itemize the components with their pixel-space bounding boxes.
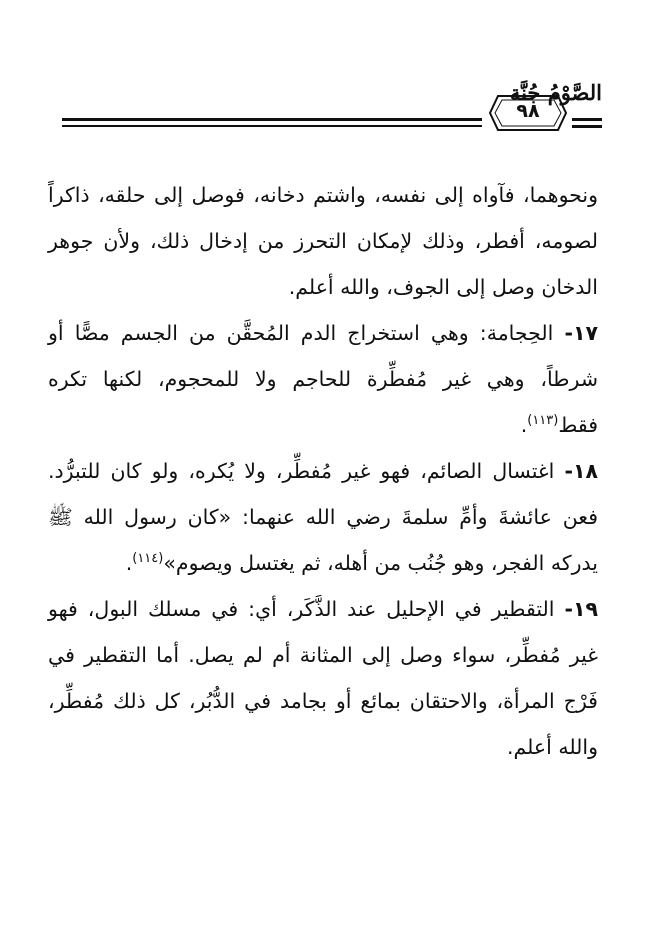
page-body <box>48 172 598 770</box>
item-tail: . <box>125 551 133 575</box>
list-item-17 <box>48 310 598 448</box>
header-rule-left-thin <box>62 125 482 127</box>
header-rule-left <box>62 118 482 121</box>
page-number: ٩٨ <box>516 100 540 122</box>
item-text: الحِجامة: وهي استخراج الدم المُحقَّن من الجسم مصًّا أو شرطاً، وهي غير مُفطِّرة للحاجم ولا للمحجوم، لكنها تكره فقط <box>48 321 598 437</box>
item-number: ١٧- <box>564 321 598 345</box>
item-text: التقطير في الإحليل عند الذَّكَر، أي: في مسلك البول، فهو غير مُفطِّر، سواء وصل إلى المثانة أم لم يصل. أما التقطير في فَرْج المرأة، والاحتقان بمائع أو بجامد في الدُّبُر، كل ذلك مُفطِّر، والله أعلم. <box>48 597 598 759</box>
footnote-ref: (١١٤) <box>132 551 164 567</box>
item-text: اغتسال الصائم، فهو غير مُفطِّر، ولا يُكره، ولو كان للتبرُّد. فعن عائشةَ وأمِّ سلمةَ رضي الله عنهما: «كان رسول الله ﷺ يدركه الفجر، وهو جُنُب من أهله، ثم يغتسل ويصوم» <box>48 459 598 575</box>
item-tail: . <box>520 413 528 437</box>
header-rule-right-2 <box>572 125 602 128</box>
intro-paragraph: ونحوهما، فآواه إلى نفسه، واشتم دخانه، فوصل إلى حلقه، ذاكراً لصومه، أفطر، وذلك لإمكان التحرز من إدخال ذلك، ولأن جوهر الدخان وصل إلى الجوف، والله أعلم. <box>48 183 598 299</box>
list-item-19 <box>48 586 598 770</box>
list-item-18 <box>48 448 598 586</box>
page-number-frame <box>488 94 568 132</box>
item-number: ١٨- <box>564 459 598 483</box>
footnote-ref: (١١٣) <box>527 413 559 429</box>
header-rule-right <box>572 118 602 121</box>
item-number: ١٩- <box>564 597 598 621</box>
book-title: الصَّوْمُ جُنَّة <box>509 80 602 105</box>
page-header <box>62 78 602 148</box>
